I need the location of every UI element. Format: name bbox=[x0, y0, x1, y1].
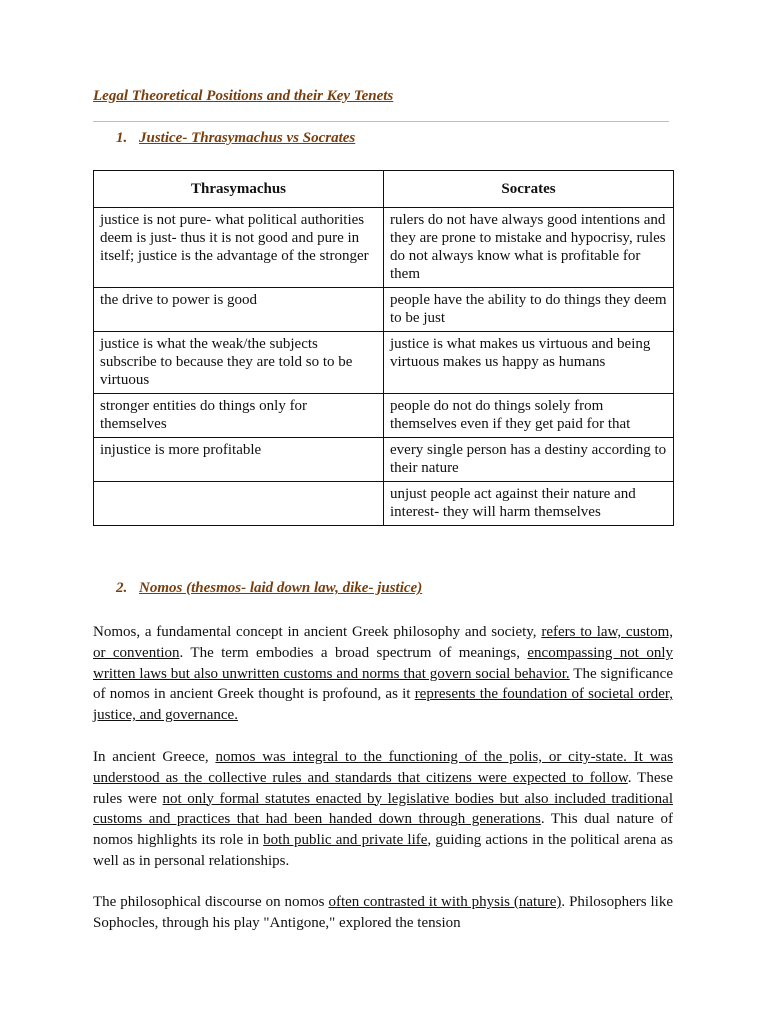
text-run: . This dual nature of nomos highlights its role in bbox=[93, 811, 673, 849]
underlined-text: represents the foundation of societal order, justice, and governance. bbox=[93, 686, 673, 724]
table-cell: people do not do things solely from themselves even if they get paid for that bbox=[384, 394, 674, 438]
table-cell: injustice is more profitable bbox=[94, 438, 384, 482]
text-run: Nomos, a fundamental concept in ancient Greek philosophy and society, bbox=[93, 624, 542, 640]
document-title: Legal Theoretical Positions and their Key Tenets bbox=[93, 88, 394, 104]
underlined-text: nomos was integral to the functioning of the polis, or city-state. It was understood as the collective rules and standards that citizens were expected to follow bbox=[93, 749, 674, 786]
table-cell: justice is not pure- what political authorities deem is just- thus it is not good and pure in itself; justice is the advantage of the stronger bbox=[94, 208, 384, 288]
table-cell: the drive to power is good bbox=[94, 288, 384, 332]
paragraph-nomos-polis bbox=[93, 747, 673, 872]
paragraph-nomos-definition bbox=[93, 622, 673, 726]
text-run: The philosophical discourse on nomos bbox=[93, 894, 329, 910]
table-cell-empty bbox=[94, 482, 384, 526]
underlined-text: often contrasted it with physis (nature) bbox=[328, 894, 562, 910]
table-row bbox=[94, 438, 674, 482]
table-row bbox=[94, 332, 674, 394]
title-divider bbox=[93, 121, 669, 122]
table-header-row bbox=[94, 171, 674, 208]
underlined-text: both public and private life bbox=[263, 832, 428, 849]
table-row bbox=[94, 394, 674, 438]
text-run: The significance of nomos in ancient Greek thought is profound, as it bbox=[93, 665, 673, 703]
text-run: . The term embodies a broad spectrum of meanings, bbox=[179, 644, 528, 661]
text-run: . Philosophers like Sophocles, through his play "Antigone," explored the tension bbox=[93, 894, 673, 931]
table-cell: unjust people act against their nature and interest- they will harm themselves bbox=[384, 482, 674, 526]
underlined-text: encompassing not only written laws but also unwritten customs and norms that govern social behavior. bbox=[93, 644, 673, 682]
section-heading-text: Justice- Thrasymachus vs Socrates bbox=[139, 130, 356, 146]
section-number: 1. bbox=[116, 130, 128, 146]
underlined-text: refers to law, custom, or convention bbox=[93, 624, 673, 661]
section-heading-text: Nomos (thesmos- laid down law, dike- justice) bbox=[139, 580, 423, 596]
section-number: 2. bbox=[116, 580, 128, 596]
table-cell: stronger entities do things only for themselves bbox=[94, 394, 384, 438]
table-cell: people have the ability to do things they deem to be just bbox=[384, 288, 674, 332]
paragraph-nomos-physis bbox=[93, 892, 673, 934]
table-cell: justice is what the weak/the subjects subscribe to because they are told so to be virtuous bbox=[94, 332, 384, 394]
text-run: , guiding actions in the political arena as well as in personal relationships. bbox=[93, 832, 673, 869]
section-heading-justice bbox=[116, 130, 355, 147]
column-header-socrates: Socrates bbox=[384, 171, 674, 208]
section-heading-nomos bbox=[116, 580, 422, 597]
table-row bbox=[94, 288, 674, 332]
text-run: . These rules were bbox=[93, 769, 674, 807]
comparison-table bbox=[93, 170, 674, 526]
table-cell: every single person has a destiny according to their nature bbox=[384, 438, 674, 482]
table-row bbox=[94, 482, 674, 526]
column-header-thrasymachus: Thrasymachus bbox=[94, 171, 384, 208]
table-cell: rulers do not have always good intentions and they are prone to mistake and hypocrisy, rules do not always know what is profitable for them bbox=[384, 208, 674, 288]
table-cell: justice is what makes us virtuous and being virtuous makes us happy as humans bbox=[384, 332, 674, 394]
underlined-text: not only formal statutes enacted by legislative bodies but also included traditional customs and practices that had been handed down through generations bbox=[93, 790, 673, 828]
text-run: In ancient Greece, bbox=[93, 749, 216, 765]
table-row bbox=[94, 208, 674, 288]
